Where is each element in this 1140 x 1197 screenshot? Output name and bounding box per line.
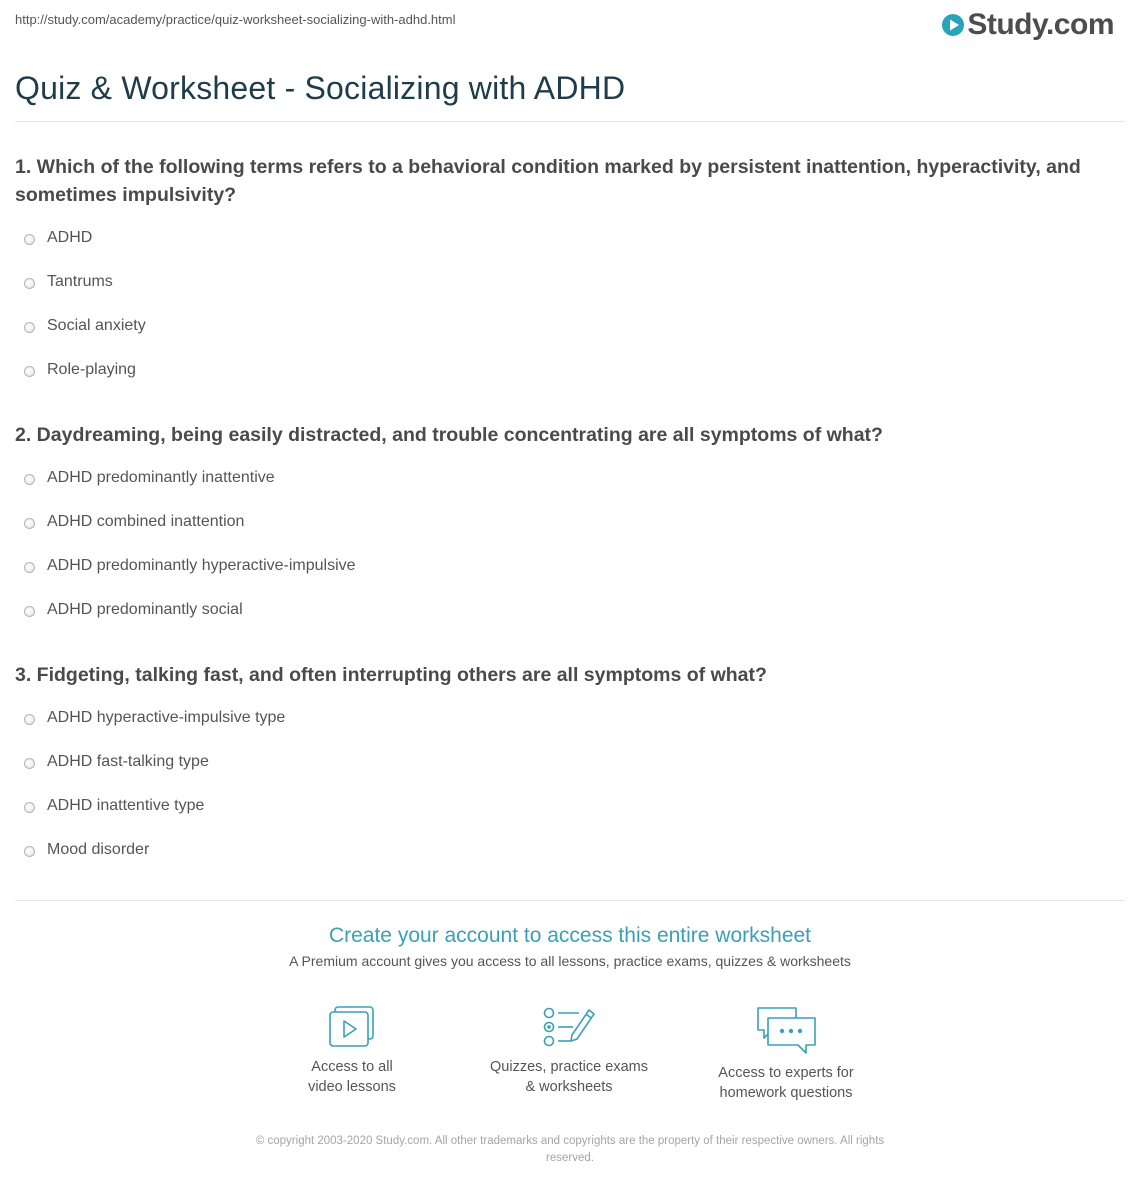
copyright-line: © copyright 2003-2020 Study.com. All other trademarks and copyrights are the property of their respective owners. All rights <box>255 1135 885 1147</box>
page-title: Quiz & Worksheet - Socializing with ADHD <box>15 70 626 106</box>
answer-option[interactable] <box>15 304 1125 348</box>
answer-label: ADHD hyperactive-impulsive type <box>47 709 286 726</box>
answer-label: ADHD predominantly social <box>47 601 243 618</box>
answer-label: ADHD fast-talking type <box>47 753 209 770</box>
radio-button[interactable] <box>24 278 35 289</box>
video-lesson-icon <box>326 1005 378 1049</box>
copyright-notice <box>210 1133 930 1167</box>
feature-experts <box>686 1005 886 1103</box>
question-1 <box>15 153 1125 392</box>
question-2 <box>15 421 1125 632</box>
radio-button[interactable] <box>24 758 35 769</box>
answer-label: Mood disorder <box>47 841 150 858</box>
answer-label: Role-playing <box>47 361 136 378</box>
question-text: 3. Fidgeting, talking fast, and often interrupting others are all symptoms of what? <box>15 664 767 686</box>
feature-text-line: Quizzes, practice exams <box>490 1059 648 1075</box>
question-text: 2. Daydreaming, being easily distracted, and trouble concentrating are all symptoms of what? <box>15 424 883 446</box>
question-3 <box>15 661 1125 872</box>
radio-button[interactable] <box>24 234 35 245</box>
questions-divider <box>15 900 1125 901</box>
cta-subtitle: A Premium account gives you access to all lessons, practice exams, quizzes & worksheets <box>289 953 851 969</box>
answer-option[interactable] <box>15 828 1125 872</box>
question-text: 1. Which of the following terms refers to a behavioral condition marked by persistent inattention, hyperactivity, and sometimes impulsivity? <box>15 156 1081 206</box>
answer-list <box>15 456 1125 632</box>
feature-text-line: Access to all <box>311 1059 393 1075</box>
radio-button[interactable] <box>24 802 35 813</box>
answer-label: ADHD predominantly hyperactive-impulsive <box>47 557 356 574</box>
logo-text: Study.com <box>967 8 1114 41</box>
copyright-line: reserved. <box>546 1152 594 1164</box>
answer-option[interactable] <box>15 740 1125 784</box>
answer-option[interactable] <box>15 696 1125 740</box>
feature-text-line: Access to experts for <box>718 1065 854 1081</box>
feature-text-line: video lessons <box>308 1079 396 1095</box>
radio-button[interactable] <box>24 474 35 485</box>
answer-option[interactable] <box>15 784 1125 828</box>
feature-text-line: & worksheets <box>525 1079 613 1095</box>
radio-button[interactable] <box>24 562 35 573</box>
answer-list <box>15 696 1125 872</box>
study-logo[interactable] <box>941 6 1114 44</box>
radio-button[interactable] <box>24 322 35 333</box>
answer-option[interactable] <box>15 216 1125 260</box>
answer-option[interactable] <box>15 544 1125 588</box>
answer-option[interactable] <box>15 500 1125 544</box>
answer-list <box>15 216 1125 392</box>
cta-title[interactable]: Create your account to access this entire worksheet <box>328 924 812 947</box>
answer-option[interactable] <box>15 348 1125 392</box>
radio-button[interactable] <box>24 366 35 377</box>
answer-label: ADHD <box>47 229 93 246</box>
quiz-checklist-icon <box>541 1005 597 1049</box>
radio-button[interactable] <box>24 606 35 617</box>
signup-cta <box>0 922 1140 972</box>
answer-option[interactable] <box>15 588 1125 632</box>
answer-label: ADHD combined inattention <box>47 513 245 530</box>
feature-video-lessons <box>252 1005 452 1097</box>
answer-label: Tantrums <box>47 273 113 290</box>
play-logo-icon <box>941 13 965 37</box>
answer-label: Social anxiety <box>47 317 146 334</box>
answer-option[interactable] <box>15 260 1125 304</box>
page-url[interactable]: http://study.com/academy/practice/quiz-worksheet-socializing-with-adhd.html <box>15 12 456 27</box>
answer-option[interactable] <box>15 456 1125 500</box>
answer-label: ADHD inattentive type <box>47 797 205 814</box>
radio-button[interactable] <box>24 846 35 857</box>
feature-text-line: homework questions <box>719 1085 853 1101</box>
chat-bubbles-icon <box>754 1005 818 1055</box>
radio-button[interactable] <box>24 518 35 529</box>
feature-quizzes <box>469 1005 669 1097</box>
answer-label: ADHD predominantly inattentive <box>47 469 275 486</box>
top-bar <box>0 0 1140 50</box>
title-divider <box>15 121 1125 122</box>
radio-button[interactable] <box>24 714 35 725</box>
